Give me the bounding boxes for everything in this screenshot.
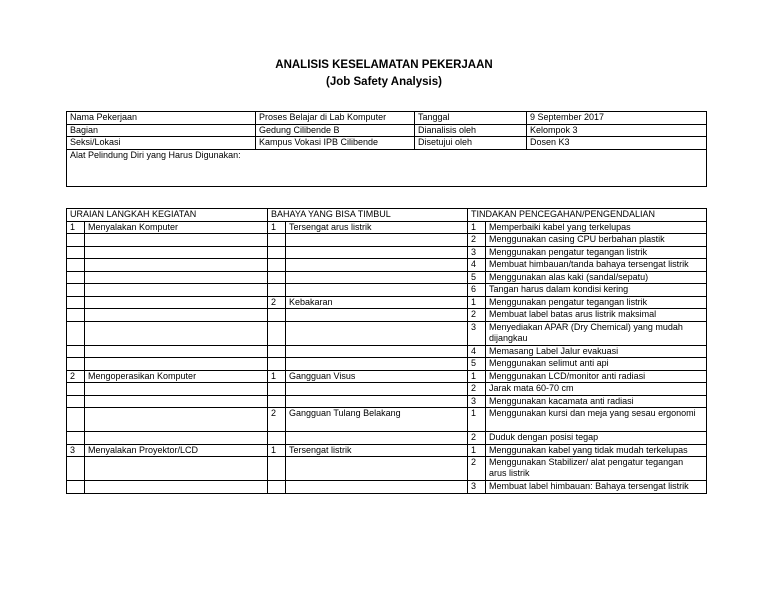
control-number: 1 bbox=[468, 444, 486, 457]
info-label: Dianalisis oleh bbox=[415, 124, 527, 137]
hazard-number bbox=[268, 309, 286, 322]
control-text: Menggunakan pengatur tegangan listrik bbox=[486, 246, 707, 259]
control-number: 3 bbox=[468, 246, 486, 259]
control-text: Membuat label himbauan: Bahaya tersengat listrik bbox=[486, 481, 707, 494]
step-text: Menyalakan Proyektor/LCD bbox=[85, 444, 268, 457]
hazard-number bbox=[268, 284, 286, 297]
step-text bbox=[85, 234, 268, 247]
hazard-number bbox=[268, 259, 286, 272]
control-number: 3 bbox=[468, 395, 486, 408]
control-number: 1 bbox=[468, 296, 486, 309]
table-row bbox=[67, 296, 707, 309]
hazard-text bbox=[286, 271, 468, 284]
step-number bbox=[67, 309, 85, 322]
table-row bbox=[67, 408, 707, 432]
step-text bbox=[85, 408, 268, 432]
control-text: Menggunakan kabel yang tidak mudah terkelupas bbox=[486, 444, 707, 457]
apd-label: Alat Pelindung Diri yang Harus Digunakan: bbox=[67, 149, 707, 186]
table-row bbox=[67, 321, 707, 345]
control-number: 2 bbox=[468, 234, 486, 247]
jsa-header-row bbox=[67, 209, 707, 222]
info-label: Bagian bbox=[67, 124, 256, 137]
step-text bbox=[85, 358, 268, 371]
control-number: 3 bbox=[468, 321, 486, 345]
control-number: 2 bbox=[468, 383, 486, 396]
step-text bbox=[85, 246, 268, 259]
table-row bbox=[67, 481, 707, 494]
hazard-number: 2 bbox=[268, 408, 286, 432]
step-text: Menyalakan Komputer bbox=[85, 221, 268, 234]
table-row bbox=[67, 309, 707, 322]
table-row bbox=[67, 395, 707, 408]
step-number bbox=[67, 284, 85, 297]
table-row bbox=[67, 246, 707, 259]
control-number: 1 bbox=[468, 408, 486, 432]
document-title: ANALISIS KESELAMATAN PEKERJAAN bbox=[275, 59, 493, 71]
control-number: 4 bbox=[468, 259, 486, 272]
table-row bbox=[67, 284, 707, 297]
hazard-text bbox=[286, 358, 468, 371]
control-number: 2 bbox=[468, 432, 486, 445]
control-number: 1 bbox=[468, 370, 486, 383]
control-text: Membuat himbauan/tanda bahaya tersengat listrik bbox=[486, 259, 707, 272]
control-text: Menggunakan LCD/monitor anti radiasi bbox=[486, 370, 707, 383]
table-row bbox=[67, 259, 707, 272]
step-number bbox=[67, 383, 85, 396]
info-value: Gedung Cilibende B bbox=[256, 124, 415, 137]
hazard-number bbox=[268, 395, 286, 408]
hazard-text bbox=[286, 259, 468, 272]
hazard-number: 1 bbox=[268, 370, 286, 383]
hazard-text bbox=[286, 481, 468, 494]
step-number bbox=[67, 271, 85, 284]
table-row bbox=[67, 370, 707, 383]
hazard-text bbox=[286, 321, 468, 345]
hazard-text: Gangguan Tulang Belakang bbox=[286, 408, 468, 432]
column-header-steps: URAIAN LANGKAH KEGIATAN bbox=[67, 209, 268, 222]
info-label: Nama Pekerjaan bbox=[67, 112, 256, 125]
step-number bbox=[67, 457, 85, 481]
step-text bbox=[85, 259, 268, 272]
step-number: 3 bbox=[67, 444, 85, 457]
step-number bbox=[67, 481, 85, 494]
hazard-number bbox=[268, 383, 286, 396]
control-number: 5 bbox=[468, 271, 486, 284]
step-text bbox=[85, 345, 268, 358]
step-text bbox=[85, 383, 268, 396]
hazard-text: Tersengat listrik bbox=[286, 444, 468, 457]
hazard-number bbox=[268, 234, 286, 247]
hazard-text bbox=[286, 395, 468, 408]
control-text: Menggunakan selimut anti api bbox=[486, 358, 707, 371]
control-text: Membuat label batas arus listrik maksimal bbox=[486, 309, 707, 322]
step-number bbox=[67, 234, 85, 247]
info-label: Disetujui oleh bbox=[415, 137, 527, 150]
table-row bbox=[67, 271, 707, 284]
step-text: Mengoperasikan Komputer bbox=[85, 370, 268, 383]
info-value: Proses Belajar di Lab Komputer bbox=[256, 112, 415, 125]
control-text: Menggunakan pengatur tegangan listrik bbox=[486, 296, 707, 309]
control-text: Tangan harus dalam kondisi kering bbox=[486, 284, 707, 297]
control-number: 5 bbox=[468, 358, 486, 371]
control-number: 2 bbox=[468, 309, 486, 322]
step-number bbox=[67, 432, 85, 445]
hazard-number: 1 bbox=[268, 221, 286, 234]
job-info-table bbox=[66, 111, 707, 187]
control-text: Memperbaiki kabel yang terkelupas bbox=[486, 221, 707, 234]
hazard-number: 2 bbox=[268, 296, 286, 309]
hazard-number bbox=[268, 321, 286, 345]
step-number: 2 bbox=[67, 370, 85, 383]
info-row bbox=[67, 112, 707, 125]
info-row-apd bbox=[67, 149, 707, 186]
hazard-text bbox=[286, 383, 468, 396]
control-number: 2 bbox=[468, 457, 486, 481]
hazard-text bbox=[286, 457, 468, 481]
hazard-text: Gangguan Visus bbox=[286, 370, 468, 383]
step-text bbox=[85, 432, 268, 445]
table-row bbox=[67, 358, 707, 371]
hazard-number bbox=[268, 457, 286, 481]
table-row bbox=[67, 457, 707, 481]
jsa-table bbox=[66, 208, 707, 494]
jsa-body bbox=[67, 221, 707, 493]
step-number bbox=[67, 395, 85, 408]
control-text: Menggunakan alas kaki (sandal/sepatu) bbox=[486, 271, 707, 284]
control-text: Memasang Label Jalur evakuasi bbox=[486, 345, 707, 358]
step-number bbox=[67, 296, 85, 309]
column-header-hazards: BAHAYA YANG BISA TIMBUL bbox=[268, 209, 468, 222]
hazard-number bbox=[268, 246, 286, 259]
hazard-number bbox=[268, 358, 286, 371]
control-text: Menggunakan kacamata anti radiasi bbox=[486, 395, 707, 408]
control-number: 1 bbox=[468, 221, 486, 234]
step-text bbox=[85, 321, 268, 345]
table-row bbox=[67, 221, 707, 234]
control-text: Menggunakan kursi dan meja yang sesau ergonomi bbox=[486, 408, 707, 432]
column-header-controls: TINDAKAN PENCEGAHAN/PENGENDALIAN bbox=[468, 209, 707, 222]
info-value: Dosen K3 bbox=[527, 137, 707, 150]
info-label: Tanggal bbox=[415, 112, 527, 125]
step-number bbox=[67, 408, 85, 432]
step-number bbox=[67, 259, 85, 272]
step-text bbox=[85, 457, 268, 481]
step-text bbox=[85, 395, 268, 408]
table-row bbox=[67, 383, 707, 396]
info-row bbox=[67, 124, 707, 137]
info-value: 9 September 2017 bbox=[527, 112, 707, 125]
hazard-number: 1 bbox=[268, 444, 286, 457]
info-row bbox=[67, 137, 707, 150]
step-text bbox=[85, 296, 268, 309]
table-row bbox=[67, 345, 707, 358]
hazard-text: Kebakaran bbox=[286, 296, 468, 309]
step-number bbox=[67, 321, 85, 345]
control-number: 4 bbox=[468, 345, 486, 358]
control-text: Menggunakan casing CPU berbahan plastik bbox=[486, 234, 707, 247]
info-value: Kelompok 3 bbox=[527, 124, 707, 137]
hazard-text bbox=[286, 246, 468, 259]
info-label: Seksi/Lokasi bbox=[67, 137, 256, 150]
hazard-number bbox=[268, 345, 286, 358]
step-text bbox=[85, 481, 268, 494]
step-number bbox=[67, 345, 85, 358]
table-row bbox=[67, 444, 707, 457]
step-number: 1 bbox=[67, 221, 85, 234]
info-value: Kampus Vokasi IPB Cilibende bbox=[256, 137, 415, 150]
control-number: 6 bbox=[468, 284, 486, 297]
step-text bbox=[85, 309, 268, 322]
hazard-number bbox=[268, 271, 286, 284]
document-subtitle: (Job Safety Analysis) bbox=[326, 76, 442, 88]
step-text bbox=[85, 271, 268, 284]
hazard-text: Tersengat arus listrik bbox=[286, 221, 468, 234]
control-number: 3 bbox=[468, 481, 486, 494]
control-text: Duduk dengan posisi tegap bbox=[486, 432, 707, 445]
control-text: Menyediakan APAR (Dry Chemical) yang mudah dijangkau bbox=[486, 321, 707, 345]
control-text: Jarak mata 60-70 cm bbox=[486, 383, 707, 396]
hazard-number bbox=[268, 432, 286, 445]
hazard-text bbox=[286, 345, 468, 358]
hazard-text bbox=[286, 309, 468, 322]
hazard-text bbox=[286, 432, 468, 445]
table-row bbox=[67, 432, 707, 445]
table-row bbox=[67, 234, 707, 247]
step-number bbox=[67, 358, 85, 371]
hazard-text bbox=[286, 234, 468, 247]
hazard-number bbox=[268, 481, 286, 494]
step-number bbox=[67, 246, 85, 259]
step-text bbox=[85, 284, 268, 297]
control-text: Menggunakan Stabilizer/ alat pengatur tegangan arus listrik bbox=[486, 457, 707, 481]
hazard-text bbox=[286, 284, 468, 297]
